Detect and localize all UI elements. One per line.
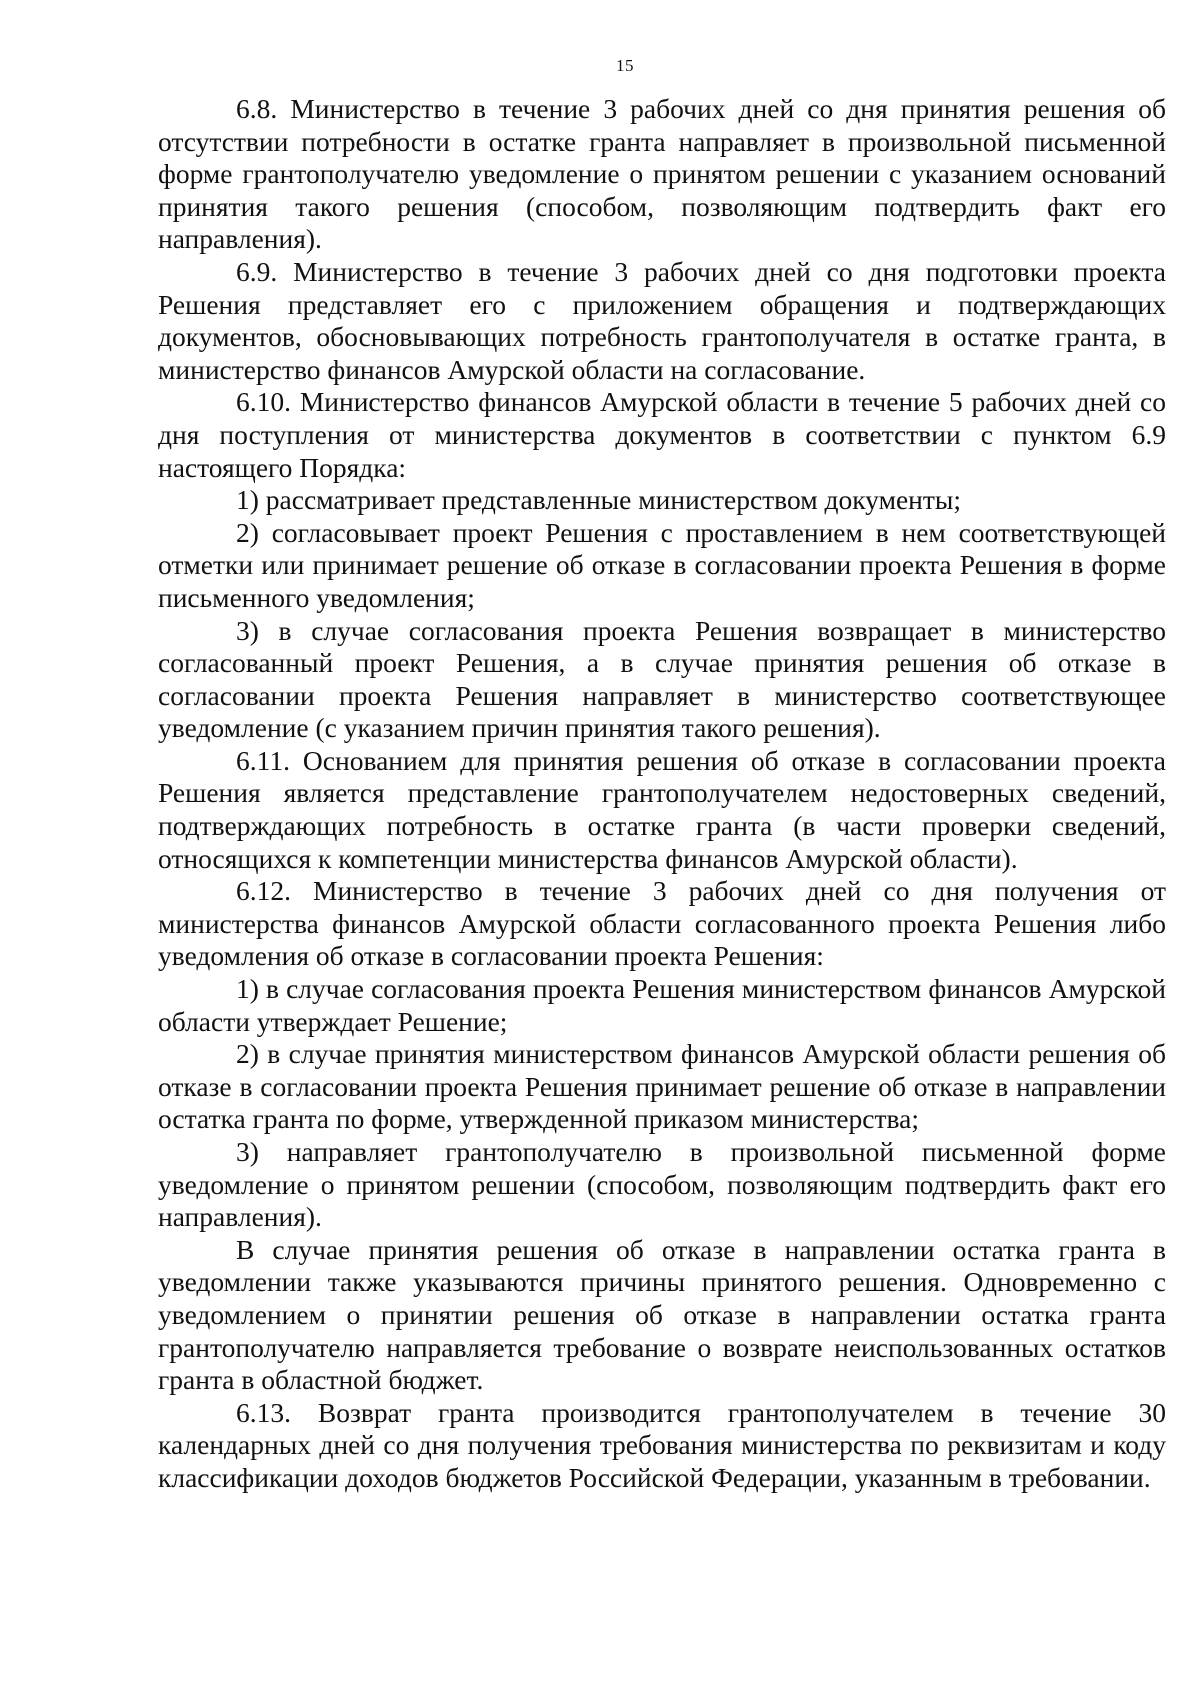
paragraph-6-9: 6.9. Министерство в течение 3 рабочих дней со дня подготовки проекта Решения представляет его с приложением обращения и подтверждающих документов, обосновывающих потребность грантополучателя в остатке гранта, в министерство финансов Амурской области на согласование. [158,255,1166,385]
paragraph-6-10-item-2: 2) согласовывает проект Решения с проставлением в нем соответствующей отметки или принимает решение об отказе в согласовании проекта Решения в форме письменного уведомления; [158,516,1166,613]
paragraph-refusal-notice: В случае принятия решения об отказе в направлении остатка гранта в уведомлении также указываются причины принятого решения. Одновременно с уведомлением о принятии решения об отказе в направлении остатка гранта грантополучателю направляется требование о возврате неиспользованных остатков гранта в областной бюджет. [158,1233,1166,1396]
paragraph-6-12: 6.12. Министерство в течение 3 рабочих дней со дня получения от министерства финансов Амурской области согласованного проекта Решения либо уведомления об отказе в согласовании проекта Решения: [158,875,1166,972]
page-number: 15 [616,56,634,75]
paragraph-6-11: 6.11. Основанием для принятия решения об отказе в согласовании проекта Решения является представление грантополучателем недостоверных сведений, подтверждающих потребность в остатке гранта (в части проверки сведений, относящихся к компетенции министерства финансов Амурской области). [158,744,1166,874]
document-body [158,93,1166,1495]
paragraph-6-10: 6.10. Министерство финансов Амурской области в течение 5 рабочих дней со дня поступления от министерства документов в соответствии с пунктом 6.9 настоящего Порядка: [158,386,1166,483]
paragraph-6-8: 6.8. Министерство в течение 3 рабочих дней со дня принятия решения об отсутствии потребности в остатке гранта направляет в произвольной письменной форме грантополучателю уведомление о принятом решении с указанием оснований принятия такого решения (способом, позволяющим подтвердить факт его направления). [158,93,1166,255]
paragraph-6-13: 6.13. Возврат гранта производится грантополучателем в течение 30 календарных дней со дня получения требования министерства по реквизитам и коду классификации доходов бюджетов Российской Федерации, указанным в требовании. [158,1396,1166,1493]
paragraph-6-12-item-2: 2) в случае принятия министерством финансов Амурской области решения об отказе в согласовании проекта Решения принимает решение об отказе в направлении остатка гранта по форме, утвержденной приказом министерства; [158,1038,1166,1135]
paragraph-6-10-item-3: 3) в случае согласования проекта Решения возвращает в министерство согласованный проект Решения, а в случае принятия решения об отказе в согласовании проекта Решения направляет в министерство соответствующее уведомление (с указанием причин принятия такого решения). [158,614,1166,744]
paragraph-6-12-item-1: 1) в случае согласования проекта Решения министерством финансов Амурской области утверждает Решение; [158,973,1166,1037]
paragraph-6-12-item-3: 3) направляет грантополучателю в произвольной письменной форме уведомление о принятом решении (способом, позволяющим подтвердить факт его направления). [158,1136,1166,1233]
paragraph-6-10-item-1: 1) рассматривает представленные министерством документы; [236,484,962,516]
